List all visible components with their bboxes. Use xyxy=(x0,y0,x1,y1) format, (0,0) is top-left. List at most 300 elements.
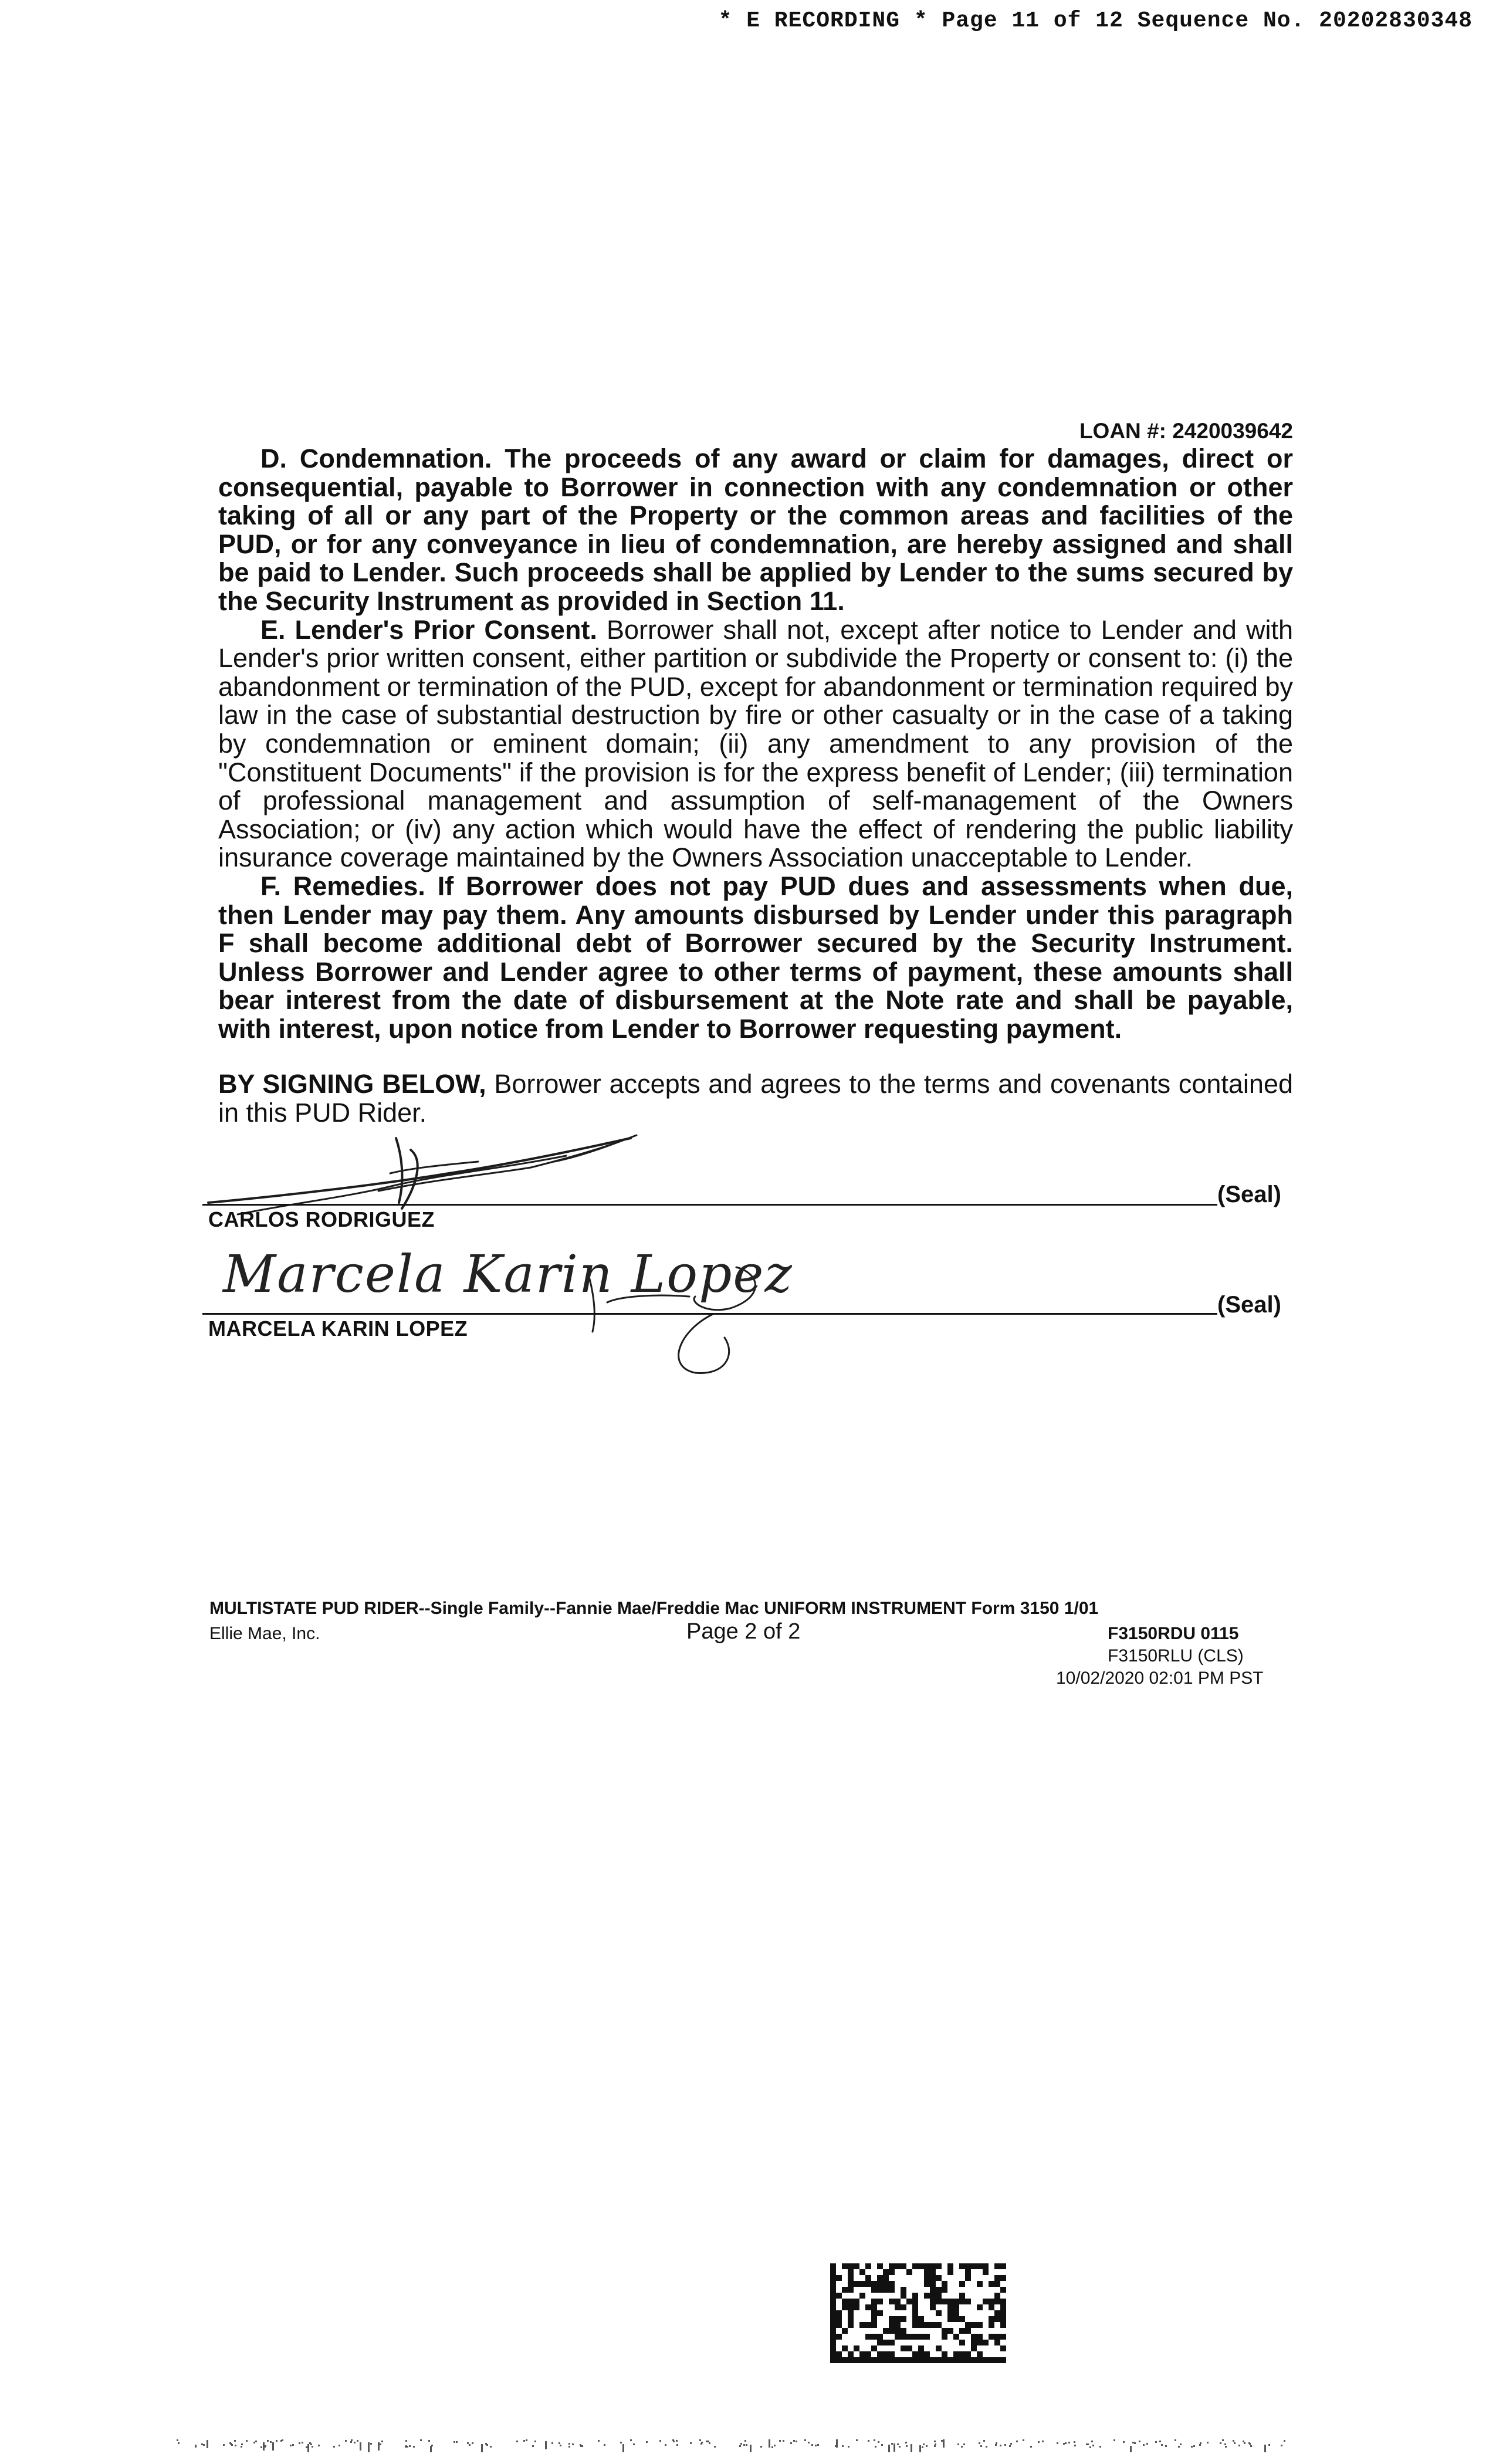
barcode-cell xyxy=(1000,2316,1006,2322)
signature-block-2 xyxy=(202,1238,1294,1379)
scan-dot xyxy=(333,2446,335,2448)
scan-dot xyxy=(405,2445,407,2447)
scan-dot xyxy=(310,2443,312,2445)
scan-dot xyxy=(1155,2441,1157,2443)
barcode-cell xyxy=(924,2263,930,2269)
scan-dot xyxy=(774,2445,776,2446)
scan-dot xyxy=(856,2439,858,2441)
barcode-cell xyxy=(989,2299,994,2304)
barcode-cell xyxy=(871,2334,877,2340)
scan-dot xyxy=(1143,2444,1145,2446)
barcode-cell xyxy=(883,2340,889,2345)
scan-dot xyxy=(986,2446,987,2448)
scan-dot xyxy=(1038,2441,1040,2443)
scan-dot xyxy=(934,2441,936,2442)
scan-dot xyxy=(633,2443,635,2445)
form-code-2: F3150RLU (CLS) xyxy=(1108,1646,1244,1666)
scan-dot xyxy=(996,2442,997,2444)
barcode-cell xyxy=(848,2281,854,2287)
barcode-cell xyxy=(912,2310,918,2316)
scan-dot xyxy=(769,2439,770,2448)
barcode-cell xyxy=(883,2275,889,2281)
scan-dot xyxy=(485,2443,487,2445)
barcode-cell xyxy=(830,2334,836,2340)
barcode-cell xyxy=(989,2322,994,2328)
barcode-cell xyxy=(947,2328,953,2334)
barcode-cell xyxy=(1000,2275,1006,2281)
barcode-cell xyxy=(895,2357,901,2363)
scan-dot xyxy=(246,2440,248,2442)
scan-dot xyxy=(1191,2446,1193,2448)
barcode-cell xyxy=(947,2316,953,2322)
scan-dot xyxy=(1042,2441,1044,2442)
section-e xyxy=(218,616,1293,872)
barcode-cell xyxy=(865,2357,871,2363)
barcode-cell xyxy=(901,2334,906,2340)
scan-dot xyxy=(481,2444,483,2452)
barcode-cell xyxy=(983,2263,989,2269)
scan-dot xyxy=(1146,2443,1148,2445)
barcode-cell xyxy=(895,2328,901,2334)
barcode-cell xyxy=(854,2357,859,2363)
scan-dot xyxy=(750,2445,752,2452)
scan-dot xyxy=(1000,2445,1001,2446)
barcode-cell xyxy=(1000,2304,1006,2310)
barcode-cell xyxy=(994,2281,1000,2287)
barcode-cell xyxy=(930,2281,936,2287)
barcode-cell xyxy=(871,2287,877,2293)
form-title: MULTISTATE PUD RIDER--Single Family--Fannie Mae/Freddie Mac UNIFORM INSTRUMENT Form 3150 1/01 xyxy=(209,1599,1099,1618)
scan-dot xyxy=(1250,2445,1252,2447)
scan-dot xyxy=(630,2439,632,2441)
barcode-cell xyxy=(942,2328,947,2334)
scan-dot xyxy=(783,2440,784,2442)
scan-dot xyxy=(793,2440,795,2442)
barcode-cell xyxy=(936,2322,942,2328)
barcode-cell xyxy=(1000,2287,1006,2293)
seal-label-2: (Seal) xyxy=(1217,1292,1281,1318)
scan-dot xyxy=(1165,2445,1167,2447)
barcode-cell xyxy=(830,2275,836,2281)
barcode-cell xyxy=(901,2263,906,2269)
barcode-cell xyxy=(842,2263,848,2269)
barcode-cell xyxy=(889,2263,895,2269)
barcode-cell xyxy=(901,2357,906,2363)
scan-dot xyxy=(1009,2445,1011,2447)
scan-dot xyxy=(1092,2445,1094,2446)
barcode-cell xyxy=(912,2322,918,2328)
barcode-cell xyxy=(830,2328,836,2334)
scan-dot xyxy=(1284,2440,1285,2442)
barcode-cell xyxy=(883,2351,889,2357)
barcode-cell xyxy=(883,2281,889,2287)
scan-dot xyxy=(804,2439,806,2441)
scan-dot xyxy=(312,2446,313,2448)
barcode-cell xyxy=(989,2334,994,2340)
scan-dot xyxy=(1089,2446,1091,2448)
barcode-cell xyxy=(1000,2263,1006,2269)
barcode-cell xyxy=(871,2310,877,2316)
scan-dot xyxy=(1063,2443,1065,2445)
barcode-cell xyxy=(877,2263,883,2269)
scan-dot xyxy=(676,2444,678,2446)
barcode-cell xyxy=(959,2281,965,2287)
barcode-cell xyxy=(889,2281,895,2287)
scan-dot xyxy=(203,2444,205,2446)
barcode-cell xyxy=(924,2322,930,2328)
scan-dot xyxy=(760,2446,762,2448)
barcode-cell xyxy=(936,2345,942,2351)
scan-dot xyxy=(559,2442,560,2444)
page-number: Page 2 of 2 xyxy=(686,1619,801,1644)
barcode-cell xyxy=(883,2328,889,2334)
barcode-cell xyxy=(977,2357,983,2363)
barcode-cell xyxy=(842,2345,848,2351)
barcode-cell xyxy=(977,2334,983,2340)
barcode-cell xyxy=(871,2345,877,2351)
scan-dot xyxy=(941,2440,943,2442)
barcode-cell xyxy=(830,2293,836,2299)
barcode-cell xyxy=(924,2293,930,2299)
barcode-cell xyxy=(871,2299,877,2304)
barcode-cell xyxy=(989,2304,994,2310)
scan-dot xyxy=(905,2442,907,2443)
barcode-cell xyxy=(877,2287,883,2293)
barcode-cell xyxy=(918,2322,924,2328)
scan-dot xyxy=(177,2439,178,2441)
scan-dot xyxy=(979,2442,980,2444)
barcode-cell xyxy=(883,2269,889,2275)
scan-dot xyxy=(195,2445,197,2446)
barcode-cell xyxy=(953,2357,959,2363)
signature-block-1 xyxy=(202,1115,1294,1232)
scan-dot xyxy=(231,2444,233,2446)
barcode-cell xyxy=(842,2328,848,2334)
recording-header: * E RECORDING * Page 11 of 12 Sequence No. 20202830348 xyxy=(718,8,1473,33)
scan-dot xyxy=(351,2439,353,2441)
barcode-cell xyxy=(947,2299,953,2304)
section-f xyxy=(218,872,1293,1044)
scan-dot xyxy=(272,2442,274,2451)
scan-dot xyxy=(934,2445,936,2447)
barcode-cell xyxy=(830,2287,836,2293)
barcode-cell xyxy=(859,2281,865,2287)
barcode-cell xyxy=(918,2351,924,2357)
scan-dot xyxy=(360,2442,361,2451)
scan-dot xyxy=(923,2443,925,2445)
barcode-cell xyxy=(889,2357,895,2363)
barcode-cell xyxy=(942,2287,947,2293)
barcode-cell xyxy=(830,2281,836,2287)
barcode-cell xyxy=(912,2351,918,2357)
barcode-cell xyxy=(942,2334,947,2340)
loan-number: LOAN #: 2420039642 xyxy=(1079,419,1293,443)
scan-dot xyxy=(532,2445,534,2447)
scan-dot xyxy=(911,2444,912,2452)
barcode-cell xyxy=(859,2351,865,2357)
signature-line-2 xyxy=(202,1313,1217,1315)
barcode-cell xyxy=(994,2357,1000,2363)
scan-dot xyxy=(881,2444,883,2446)
scan-dot xyxy=(842,2445,844,2447)
barcode-cell xyxy=(889,2299,895,2304)
barcode-cell xyxy=(842,2287,848,2293)
barcode-cell xyxy=(924,2275,930,2281)
scan-dot xyxy=(290,2445,292,2446)
barcode-cell xyxy=(936,2293,942,2299)
barcode-cell xyxy=(836,2357,842,2363)
barcode-cell xyxy=(971,2357,977,2363)
scan-dot xyxy=(706,2441,708,2442)
vendor-name: Ellie Mae, Inc. xyxy=(209,1624,320,1643)
barcode-cell xyxy=(871,2304,877,2310)
scan-dot xyxy=(906,2445,908,2447)
scan-dot xyxy=(255,2441,257,2442)
barcode-cell xyxy=(989,2357,994,2363)
scan-dot xyxy=(299,2442,300,2444)
barcode-cell xyxy=(994,2299,1000,2304)
scan-dot xyxy=(526,2439,527,2441)
barcode-cell xyxy=(859,2322,865,2328)
barcode-cell xyxy=(994,2340,1000,2345)
scan-dot xyxy=(963,2443,965,2445)
barcode-cell xyxy=(889,2328,895,2334)
barcode-cell xyxy=(889,2269,895,2275)
scan-dot xyxy=(1023,2439,1024,2441)
section-d xyxy=(218,445,1293,616)
scan-dot xyxy=(1233,2440,1234,2442)
scan-dot xyxy=(701,2442,703,2443)
form-code-1: F3150RDU 0115 xyxy=(1108,1624,1239,1643)
barcode-cell xyxy=(918,2316,924,2322)
barcode-cell xyxy=(906,2334,912,2340)
scan-dot xyxy=(868,2440,869,2442)
scan-dot xyxy=(779,2440,781,2442)
scan-dot xyxy=(1281,2445,1282,2446)
barcode-cell xyxy=(871,2357,877,2363)
section-e-heading: E. Lender's Prior Consent. xyxy=(260,614,597,645)
barcode-cell xyxy=(942,2299,947,2304)
barcode-cell xyxy=(977,2340,983,2345)
scan-dot xyxy=(1178,2446,1180,2448)
scan-dot xyxy=(874,2439,875,2441)
barcode-cell xyxy=(889,2351,895,2357)
scan-dot xyxy=(746,2444,747,2446)
barcode-cell xyxy=(848,2351,854,2357)
barcode-cell xyxy=(930,2287,936,2293)
scan-dot xyxy=(413,2446,415,2448)
signing-heading: BY SIGNING BELOW, xyxy=(218,1069,486,1099)
scan-dot xyxy=(580,2445,582,2447)
scan-marks xyxy=(0,2435,1496,2452)
barcode-cell xyxy=(842,2304,848,2310)
barcode-cell xyxy=(848,2304,854,2310)
scan-dot xyxy=(472,2442,473,2444)
barcode-cell xyxy=(877,2334,883,2340)
scan-dot xyxy=(223,2444,225,2446)
barcode-cell xyxy=(859,2293,865,2299)
scan-dot xyxy=(1264,2445,1266,2452)
barcode-cell xyxy=(930,2299,936,2304)
scan-dot xyxy=(263,2442,265,2451)
section-e-text: Borrower shall not, except after notice to Lender and with Lender's prior written consent, either partition or subdivide the Property or consent to: (i) the abandonment or termination of the PUD, except for abandonment or termination required by law in the case of substantial destruction by fire or other casualty or in the case of a taking by condemnation or eminent domain; (ii) any amendment to any provision of the "Constituent Documents" if the provision is for the express benefit of Lender; (iii) termination of professional management and assumption of self-management of the Owners Association; or (iv) any action which would have the effect of rendering the public liability insurance coverage maintained by the Owners Association unacceptable to Lender. xyxy=(218,614,1293,873)
scan-dot xyxy=(306,2446,307,2448)
scan-dot xyxy=(1224,2443,1226,2445)
scan-dot xyxy=(983,2440,985,2442)
barcode-cell xyxy=(947,2304,953,2310)
scan-dot xyxy=(276,2440,277,2442)
scan-dot xyxy=(431,2445,433,2446)
scan-dot xyxy=(545,2441,547,2449)
barcode-cell xyxy=(959,2299,965,2304)
scan-dot xyxy=(368,2442,370,2451)
barcode-cell xyxy=(836,2310,842,2316)
barcode-cell xyxy=(830,2322,836,2328)
barcode-cell xyxy=(930,2304,936,2310)
barcode-cell xyxy=(994,2293,1000,2299)
barcode-cell xyxy=(936,2287,942,2293)
barcode-cell xyxy=(895,2263,901,2269)
scan-dot xyxy=(878,2441,879,2443)
scan-dot xyxy=(253,2442,255,2443)
scan-dot xyxy=(690,2442,692,2444)
barcode-cell xyxy=(848,2287,854,2293)
scan-dot xyxy=(743,2444,745,2446)
scan-dot xyxy=(381,2441,383,2442)
barcode-cell xyxy=(994,2275,1000,2281)
scan-dot xyxy=(523,2440,525,2442)
barcode-cell xyxy=(912,2263,918,2269)
barcode-cell xyxy=(924,2351,930,2357)
section-d-heading: D. Condemnation. xyxy=(260,444,492,473)
barcode-cell xyxy=(830,2316,836,2322)
barcode-cell xyxy=(848,2310,854,2316)
barcode-cell xyxy=(836,2293,842,2299)
scan-dot xyxy=(267,2440,269,2442)
barcode-cell xyxy=(930,2275,936,2281)
scan-dot xyxy=(1113,2439,1115,2441)
barcode-cell xyxy=(889,2316,895,2322)
scan-dot xyxy=(957,2443,959,2445)
barcode-cell xyxy=(836,2275,842,2281)
barcode-cell xyxy=(830,2357,836,2363)
barcode-cell xyxy=(953,2351,959,2357)
scan-dot xyxy=(572,2443,574,2445)
scan-dot xyxy=(378,2442,380,2451)
scan-dot xyxy=(1175,2439,1176,2441)
scan-dot xyxy=(708,2441,709,2442)
scan-dot xyxy=(1207,2442,1209,2443)
scan-dot xyxy=(1139,2441,1140,2442)
scan-dot xyxy=(961,2446,963,2448)
barcode-cell xyxy=(930,2269,936,2275)
barcode-cell xyxy=(994,2310,1000,2316)
print-timestamp: 10/02/2020 02:01 PM PST xyxy=(1056,1668,1264,1688)
scan-dot xyxy=(672,2439,674,2441)
scan-dot xyxy=(665,2444,666,2446)
signature-line-1 xyxy=(202,1204,1217,1206)
scan-dot xyxy=(714,2446,716,2448)
scan-dot xyxy=(922,2446,923,2448)
scan-dot xyxy=(740,2443,742,2445)
scan-dot xyxy=(1249,2443,1251,2445)
barcode-cell xyxy=(889,2340,895,2345)
barcode-cell xyxy=(859,2269,865,2275)
barcode-cell xyxy=(877,2351,883,2357)
scan-dot xyxy=(744,2440,746,2442)
barcode-cell xyxy=(1000,2299,1006,2304)
barcode-cell xyxy=(836,2351,842,2357)
barcode-cell xyxy=(953,2299,959,2304)
datamatrix-barcode-icon xyxy=(830,2263,1006,2363)
scan-dot xyxy=(699,2439,701,2441)
barcode-cell xyxy=(912,2299,918,2304)
scan-dot xyxy=(350,2441,352,2443)
scan-dot xyxy=(919,2445,921,2452)
barcode-cell xyxy=(848,2299,854,2304)
barcode-cell xyxy=(901,2287,906,2293)
scan-dot xyxy=(280,2440,282,2442)
barcode-cell xyxy=(959,2316,965,2322)
scan-dot xyxy=(370,2443,372,2445)
scan-dot xyxy=(1220,2442,1221,2444)
barcode-cell xyxy=(830,2310,836,2316)
barcode-cell xyxy=(901,2328,906,2334)
scan-dot xyxy=(318,2445,320,2446)
barcode-cell xyxy=(924,2357,930,2363)
scan-dot xyxy=(453,2441,455,2443)
scan-dot xyxy=(836,2439,838,2448)
scan-dot xyxy=(307,2444,309,2452)
barcode-cell xyxy=(830,2345,836,2351)
scan-dot xyxy=(490,2446,492,2448)
barcode-cell xyxy=(936,2310,942,2316)
barcode-cell xyxy=(983,2269,989,2275)
scan-dot xyxy=(270,2441,272,2443)
barcode-cell xyxy=(965,2275,971,2281)
barcode-cell xyxy=(965,2328,971,2334)
barcode-cell xyxy=(930,2357,936,2363)
barcode-cell xyxy=(965,2263,971,2269)
barcode-cell xyxy=(942,2357,947,2363)
scan-dot xyxy=(888,2445,890,2452)
scan-dot xyxy=(817,2444,819,2446)
scan-dot xyxy=(1074,2445,1076,2446)
scan-dot xyxy=(302,2442,303,2443)
scan-dot xyxy=(796,2441,797,2442)
signature-handwriting-marcela: Marcela Karin Lopez xyxy=(223,1244,793,1304)
barcode-cell xyxy=(983,2357,989,2363)
scan-dot xyxy=(235,2445,236,2446)
barcode-cell xyxy=(877,2299,883,2304)
scan-dot xyxy=(1074,2441,1075,2443)
barcode-cell xyxy=(912,2357,918,2363)
barcode-cell xyxy=(854,2263,859,2269)
scan-dot xyxy=(1016,2441,1018,2442)
barcode-cell xyxy=(912,2304,918,2310)
barcode-cell xyxy=(836,2334,842,2340)
barcode-cell xyxy=(977,2263,983,2269)
barcode-cell xyxy=(936,2357,942,2363)
barcode-cell xyxy=(865,2351,871,2357)
scan-dot xyxy=(1243,2441,1244,2442)
barcode-cell xyxy=(906,2299,912,2304)
scan-dot xyxy=(1057,2442,1058,2444)
barcode-cell xyxy=(854,2304,859,2310)
barcode-cell xyxy=(994,2316,1000,2322)
scan-dot xyxy=(790,2442,792,2444)
rider-body xyxy=(218,445,1293,1128)
